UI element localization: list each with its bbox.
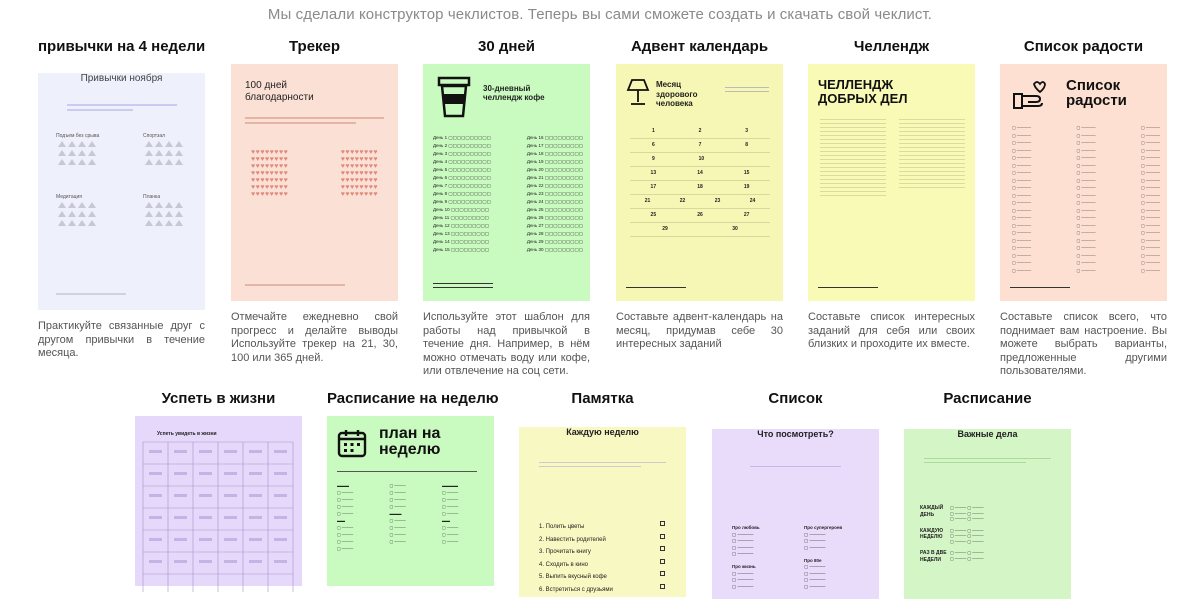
habit-label: Спортзал [143, 133, 166, 139]
card-title: Адвент календарь [630, 38, 769, 55]
memo-item: 1. Полить цветы [539, 524, 585, 530]
card-preview-tracker[interactable] [231, 64, 398, 301]
card-description: Составьте список интересных заданий для себя или своих близких и проходите их вместе. [808, 311, 975, 350]
card-preview-joy[interactable] [1000, 64, 1167, 301]
preview-title: Что посмотреть? [757, 429, 834, 439]
preview-title: план на неделю [379, 425, 441, 458]
challenge-list [820, 116, 965, 199]
card-preview-week[interactable] [327, 416, 494, 586]
habit-label: Подъем без срыва [56, 133, 100, 139]
card-tracker[interactable] [231, 37, 398, 365]
preview-title: Каждую неделю [566, 427, 639, 437]
intro-text: Мы сделали конструктор чеклистов. Теперь вы сами сможете создать и скачать свой чеклист. [267, 6, 933, 23]
coffee-cup-icon [437, 76, 471, 118]
card-title: Список радости [1023, 38, 1144, 55]
habit-label: Медитация [56, 194, 82, 200]
card-30days[interactable] [423, 37, 590, 379]
advent-grid: 1 2 3 6 7 8 9 10 13 14 15 17 18 19 21 22 23 24 25 26 27 29 30 [630, 128, 770, 240]
week-lists: ▬▬▬ ▢ ──── ▢ ──── ▢ ──── ▢ ──── ▬▬ ▢ ──── ▢ ──── ▢ ──── ▢ ──── ▢ ──── ▢ ──── ▢ ──── ▢ ──── ▬▬▬ ▢ ──── ▢ ──── ▢ ──── ▢ ──── ▬▬▬▬ ▢ ──── ▢ ──── ▢ ──── ▢ ──── ▬▬ ▢ ──── ▢ ──── ▢ ──── [337, 483, 459, 551]
card-description: Составьте адвент-календарь на месяц, придумав себе 30 интересных заданий [616, 311, 783, 350]
preview-title: ЧЕЛЛЕНДЖ ДОБРЫХ ДЕЛ [818, 77, 908, 106]
preview-title: 100 дней благодарности [245, 80, 314, 103]
joy-checklist: ▢ ───── ▢ ───── ▢ ───── ▢ ───── ▢ ───── ▢ ───── ▢ ───── ▢ ───── ▢ ───── ▢ ───── ▢ ───── ▢ ───── ▢ ───── ▢ ───── ▢ ───── ▢ ───── ▢ ───── ▢ ───── ▢ ───── ▢ ───── ▢ ───── ▢ ───── ▢ ───── ▢ ───── ▢ ───── ▢ ───── ▢ ───── ▢ ───── ▢ ───── ▢ ───── ▢ ───── ▢ ───── ▢ ───── ▢ ───── ▢ ───── ▢ ───── ▢ ───── ▢ ───── ▢ ───── ▢ ───── ▢ ───── ▢ ───── ▢ ───── ▢ ───── ▢ ───── ▢ ───── ▢ ───── ▢ ───── ▢ ───── ▢ ───── ▢ ───── ▢ ───── ▢ ───── ▢ ───── ▢ ───── ▢ ───── ▢ ───── ▢ ───── ▢ ───── ▢ ───── [1012, 125, 1160, 273]
card-habits[interactable] [38, 37, 205, 361]
card-title: Памятка [571, 390, 634, 407]
card-title: Расписание на неделю [327, 390, 499, 407]
card-title: Список [768, 390, 823, 407]
card-preview-life[interactable] [135, 416, 302, 586]
card-title: Челлендж [853, 38, 930, 55]
card-list[interactable] [712, 389, 879, 599]
card-preview-list[interactable] [712, 429, 879, 599]
memo-item: 3. Прочитать книгу [539, 549, 591, 555]
habit-label: Планка [143, 194, 161, 200]
card-week-schedule[interactable] [327, 389, 499, 586]
life-grid [143, 442, 293, 592]
memo-item: 4. Сходить в кино [539, 561, 589, 568]
memo-item: 5. Выпить вкусный кофе [539, 574, 607, 580]
card-advent[interactable] [616, 37, 783, 352]
preview-title: Важные дела [957, 429, 1018, 439]
section-label: КАЖДЫЙ ДЕНЬ [920, 505, 944, 518]
card-title: Расписание [943, 390, 1032, 407]
watch-lists: Про любовь ▢ ───── ▢ ───── ▢ ───── ▢ ───── Про жизнь ▢ ───── ▢ ───── ▢ ───── Про супергероев ▢ ───── ▢ ───── ▢ ───── Про 80е ▢ ───── ▢ ───── ▢ ───── ▢ ───── [732, 525, 843, 589]
card-description: Практикуйте связанные друг с другом привычки в течение месяца. [38, 320, 205, 359]
card-preview-schedule[interactable] [904, 429, 1071, 599]
card-preview-30days[interactable] [423, 64, 590, 301]
card-preview-habits[interactable] [38, 73, 205, 310]
card-title: 30 дней [478, 38, 535, 55]
list-heading: Про супергероев [804, 525, 843, 530]
habit-triangles [143, 200, 187, 230]
card-description: Составьте список всего, что поднимает вам настроение. Вы можете выбрать варианты, предложенные другими пользователями. [1000, 311, 1167, 377]
hearts-grid: ♥♥♥♥♥♥♥♥ ♥♥♥♥♥♥♥♥ ♥♥♥♥♥♥♥♥ ♥♥♥♥♥♥♥♥ ♥♥♥♥♥♥♥♥ ♥♥♥♥♥♥♥♥ ♥♥♥♥♥♥♥♥ ♥♥♥♥♥♥♥♥ ♥♥♥♥♥♥♥♥ ♥♥♥♥♥♥♥♥ ♥♥♥♥♥♥♥♥ ♥♥♥♥♥♥♥♥ ♥♥♥♥♥♥♥♥ ♥♥♥♥♥♥♥♥ [251, 149, 378, 198]
card-schedule[interactable] [904, 389, 1071, 599]
card-title: привычки на 4 недели [38, 38, 206, 55]
memo-item: 2. Навестить родителей [539, 536, 606, 543]
hand-heart-icon [1010, 80, 1046, 110]
lamp-icon [626, 78, 650, 106]
card-preview-memo[interactable] [519, 427, 686, 597]
card-title: Трекер [288, 38, 341, 55]
calendar-icon [337, 428, 367, 458]
card-life-list[interactable] [135, 389, 302, 586]
memo-item: 6. Встретиться с друзьями [539, 586, 613, 593]
days-grid: День 1 ▢▢▢▢▢▢▢▢▢▢ День 2 ▢▢▢▢▢▢▢▢▢▢ День 3 ▢▢▢▢▢▢▢▢▢▢ День 4 ▢▢▢▢▢▢▢▢▢▢ День 5 ▢▢▢▢▢▢▢▢▢▢ День 6 ▢▢▢▢▢▢▢▢▢▢ День 7 ▢▢▢▢▢▢▢▢▢▢ День 8 ▢▢▢▢▢▢▢▢▢▢ День 9 ▢▢▢▢▢▢▢▢▢▢ День 10 ▢▢▢▢▢▢▢▢▢ День 11 ▢▢▢▢▢▢▢▢▢ День 12 ▢▢▢▢▢▢▢▢▢ День 13 ▢▢▢▢▢▢▢▢▢ День 14 ▢▢▢▢▢▢▢▢▢ День 15 ▢▢▢▢▢▢▢▢▢ День 16 ▢▢▢▢▢▢▢▢▢ День 17 ▢▢▢▢▢▢▢▢▢ День 18 ▢▢▢▢▢▢▢▢▢ День 19 ▢▢▢▢▢▢▢▢▢ День 20 ▢▢▢▢▢▢▢▢▢ День 21 ▢▢▢▢▢▢▢▢▢ День 22 ▢▢▢▢▢▢▢▢▢ День 23 ▢▢▢▢▢▢▢▢▢ День 24 ▢▢▢▢▢▢▢▢▢ День 25 ▢▢▢▢▢▢▢▢▢ День 26 ▢▢▢▢▢▢▢▢▢ День 27 ▢▢▢▢▢▢▢▢▢ День 28 ▢▢▢▢▢▢▢▢▢ День 29 ▢▢▢▢▢▢▢▢▢ День 30 ▢▢▢▢▢▢▢▢▢ [433, 135, 583, 252]
preview-title: Список радости [1066, 77, 1127, 109]
schedule-sections: КАЖДЫЙ ДЕНЬ ▢ ──── ▢ ──── ▢ ──── ▢ ──── ▢ ──── ▢ ──── КАЖДУЮ НЕДЕЛЮ ▢ ──── ▢ ──── ▢ ──── ▢ ──── ▢ ──── ▢ ──── РАЗ В ДВЕ НЕДЕЛИ ▢ ──── ▢ ──── ▢ ──── ▢ ──── [920, 505, 984, 563]
section-label: РАЗ В ДВЕ НЕДЕЛИ [920, 550, 947, 563]
card-description: Используйте этот шаблон для работы над привычкой в течение дня. Например, в нём можно отмечать воду или кофе, или отвлечение на соц сети. [423, 311, 590, 377]
card-preview-advent[interactable] [616, 64, 783, 301]
list-heading: Про жизнь [732, 564, 756, 569]
habit-triangles [56, 139, 100, 169]
habit-triangles [143, 139, 187, 169]
habit-triangles [56, 200, 100, 230]
list-heading: Про любовь [732, 525, 760, 530]
card-challenge[interactable] [808, 37, 975, 352]
card-joy-list[interactable] [1000, 37, 1167, 379]
section-label: КАЖДУЮ НЕДЕЛЮ [920, 527, 944, 540]
preview-title: Успеть увидеть в жизни [157, 431, 217, 437]
card-memo[interactable] [519, 389, 686, 597]
card-description: Отмечайте ежедневно свой прогресс и делайте выводы Используйте трекер на 21, 30, 100 или 365 дней. [231, 311, 398, 364]
preview-title: Месяц здорового человека [656, 80, 698, 108]
preview-title: 30-дневный челлендж кофе [483, 84, 545, 102]
list-heading: Про 80е [804, 557, 822, 563]
preview-title: Привычки ноября [80, 73, 163, 84]
card-preview-challenge[interactable] [808, 64, 975, 301]
card-title: Успеть в жизни [161, 390, 276, 407]
memo-list [539, 521, 667, 596]
